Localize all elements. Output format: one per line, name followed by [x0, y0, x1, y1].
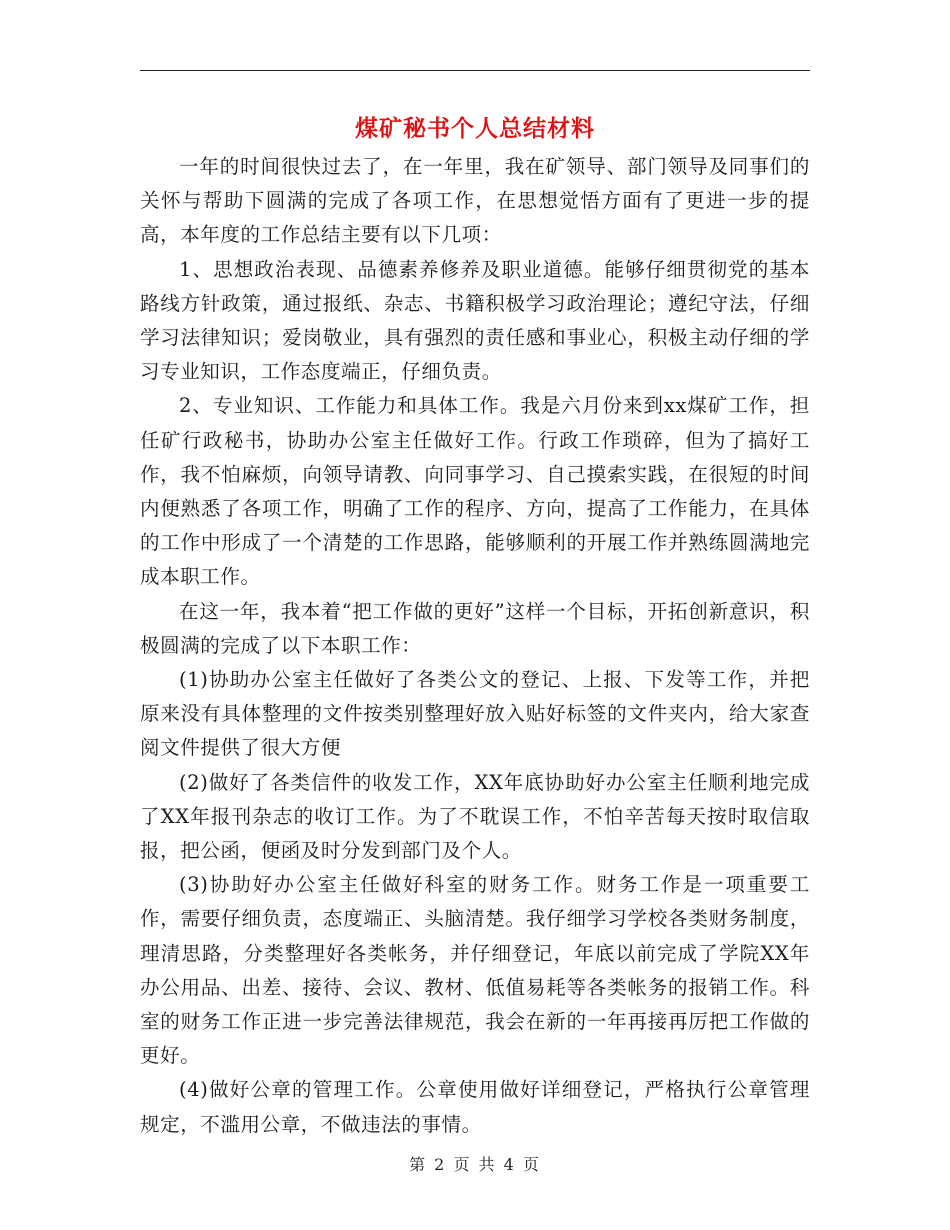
paragraph-task-4: (4)做好公章的管理工作。公章使用做好详细登记，严格执行公章管理规定，不滥用公章，不做违法的事情。: [140, 1078, 810, 1136]
document-title: 煤矿秘书个人总结材料: [355, 115, 595, 142]
paragraph-intro: 一年的时间很快过去了，在一年里，我在矿领导、部门领导及同事们的关怀与帮助下圆满的完成了各项工作，在思想觉悟方面有了更进一步的提高，本年度的工作总结主要有以下几项：: [140, 155, 810, 247]
paragraph-item-2: 2、专业知识、工作能力和具体工作。我是六月份来到xx煤矿工作，担任矿行政秘书，协助办公室主任做好工作。行政工作琐碎，但为了搞好工作，我不怕麻烦，向领导请教、向同事学习、自己摸索实践，在很短的时间内便熟悉了各项工作，明确了工作的程序、方向，提高了工作能力，在具体的工作中形成了一个清楚的工作思路，能够顺利的开展工作并熟练圆满地完成本职工作。: [140, 394, 810, 589]
paragraph-item-1: 1、思想政治表现、品德素养修养及职业道德。能够仔细贯彻党的基本路线方针政策，通过报纸、杂志、书籍积极学习政治理论；遵纪守法，仔细学习法律知识；爱岗敬业，具有强烈的责任感和事业心，积极主动仔细的学习专业知识，工作态度端正，仔细负责。: [140, 257, 810, 384]
document-body: [140, 150, 810, 1142]
paragraph-goal: 在这一年，我本着“把工作做的更好”这样一个目标，开拓创新意识，积极圆满的完成了以下本职工作：: [140, 599, 810, 657]
page-number-footer: 第 2 页 共 4 页: [409, 1155, 541, 1174]
paragraph-task-1: (1)协助办公室主任做好了各类公文的登记、上报、下发等工作，并把原来没有具体整理的文件按类别整理好放入贴好标签的文件夹内，给大家查阅文件提供了很大方便: [140, 668, 810, 760]
header-rule: [140, 70, 810, 71]
paragraph-task-3: (3)协助好办公室主任做好科室的财务工作。财务工作是一项重要工作，需要仔细负责，态度端正、头脑清楚。我仔细学习学校各类财务制度，理清思路，分类整理好各类帐务，并仔细登记，年底以前完成了学院XX年办公用品、出差、接待、会议、教材、低值易耗等各类帐务的报销工作。科室的财务工作正进一步完善法律规范，我会在新的一年再接再厉把工作做的更好。: [140, 873, 810, 1068]
paragraph-task-2: (2)做好了各类信件的收发工作，XX年底协助好办公室主任顺利地完成了XX年报刊杂志的收订工作。为了不耽误工作，不怕辛苦每天按时取信取报，把公函，便函及时分发到部门及个人。: [140, 770, 810, 863]
